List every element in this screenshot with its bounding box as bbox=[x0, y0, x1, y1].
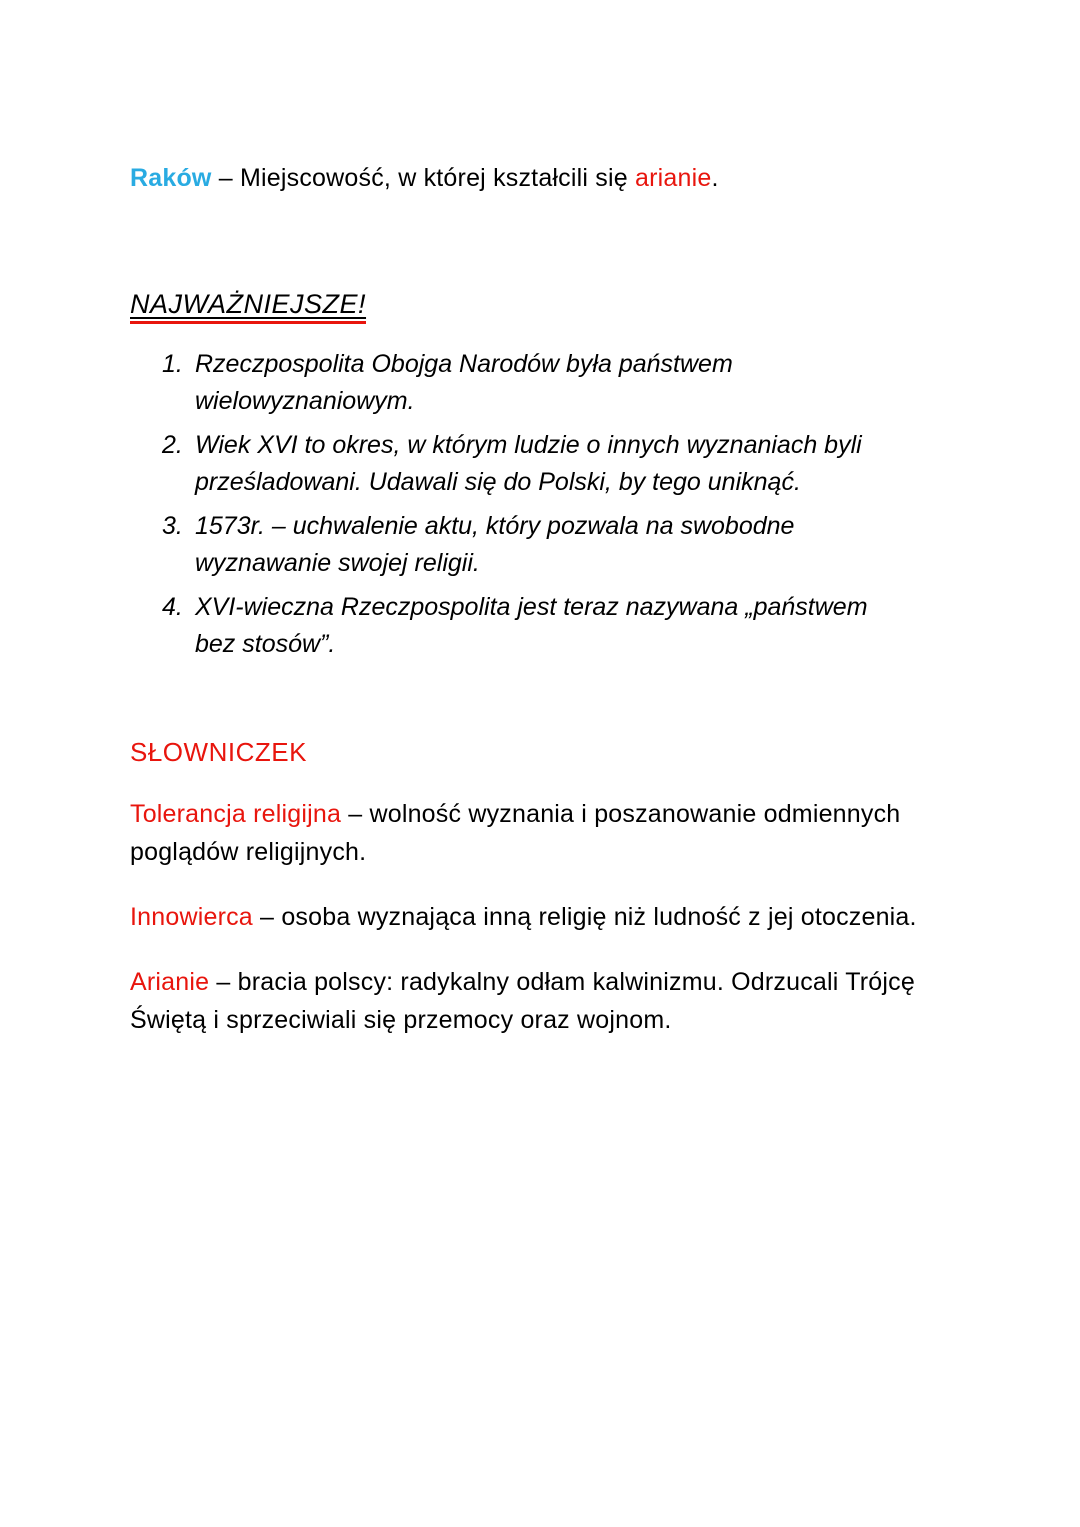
list-item-line: Rzeczpospolita Obojga Narodów była państwem bbox=[195, 350, 733, 378]
glossary-entry bbox=[130, 898, 980, 936]
list-item bbox=[162, 508, 980, 582]
most-important-list bbox=[130, 346, 980, 663]
list-item bbox=[162, 427, 980, 501]
list-item-line: wielowyznaniowym. bbox=[195, 387, 415, 415]
intro-line bbox=[130, 162, 980, 194]
list-item-number: 1. bbox=[162, 350, 183, 378]
list-item-number: 2. bbox=[162, 431, 183, 459]
intro-highlight: arianie bbox=[635, 164, 712, 192]
list-item bbox=[162, 346, 980, 420]
glossary-entry bbox=[130, 963, 980, 1039]
list-item-line: bez stosów”. bbox=[195, 630, 336, 658]
glossary-definition: Świętą i sprzeciwiali się przemocy oraz wojnom. bbox=[130, 1006, 672, 1034]
glossary-definition: bracia polscy: radykalny odłam kalwinizmu. Odrzucali Trójcę bbox=[237, 968, 915, 996]
glossary-term: Arianie bbox=[130, 968, 210, 996]
list-item-line: Wiek XVI to okres, w którym ludzie o innych wyznaniach byli bbox=[195, 431, 862, 459]
glossary-separator: – bbox=[252, 903, 282, 931]
glossary-entry bbox=[130, 795, 980, 871]
list-item bbox=[162, 589, 980, 663]
glossary-term: Innowierca bbox=[130, 903, 253, 931]
glossary-definition: poglądów religijnych. bbox=[130, 838, 367, 866]
list-item-line: prześladowani. Udawali się do Polski, by tego uniknąć. bbox=[195, 468, 801, 496]
glossary-separator: – bbox=[341, 800, 370, 828]
glossary-entry-line bbox=[130, 898, 980, 936]
most-important-heading: NAJWAŻNIEJSZE! bbox=[130, 289, 366, 324]
intro-separator: – bbox=[211, 164, 240, 192]
glossary-term: Tolerancja religijna bbox=[130, 800, 342, 828]
glossary-heading: SŁOWNICZEK bbox=[130, 737, 307, 767]
glossary-entry-line bbox=[130, 963, 980, 1001]
intro-body: Miejscowość, w której kształcili się bbox=[240, 164, 635, 192]
list-item-line: XVI-wieczna Rzeczpospolita jest teraz nazywana „państwem bbox=[195, 593, 868, 621]
glossary-separator: – bbox=[209, 968, 238, 996]
list-item-number: 4. bbox=[162, 593, 183, 621]
glossary-definition: wolność wyznania i poszanowanie odmiennych bbox=[369, 800, 901, 828]
list-item-line: wyznawanie swojej religii. bbox=[195, 549, 480, 577]
glossary-entry-line bbox=[130, 795, 980, 833]
list-item-line: 1573r. – uchwalenie aktu, który pozwala na swobodne bbox=[195, 512, 795, 540]
glossary-definition: osoba wyznająca inną religię niż ludność z jej otoczenia. bbox=[281, 903, 917, 931]
list-item-number: 3. bbox=[162, 512, 183, 540]
intro-term: Raków bbox=[130, 164, 212, 192]
intro-period: . bbox=[711, 164, 719, 192]
